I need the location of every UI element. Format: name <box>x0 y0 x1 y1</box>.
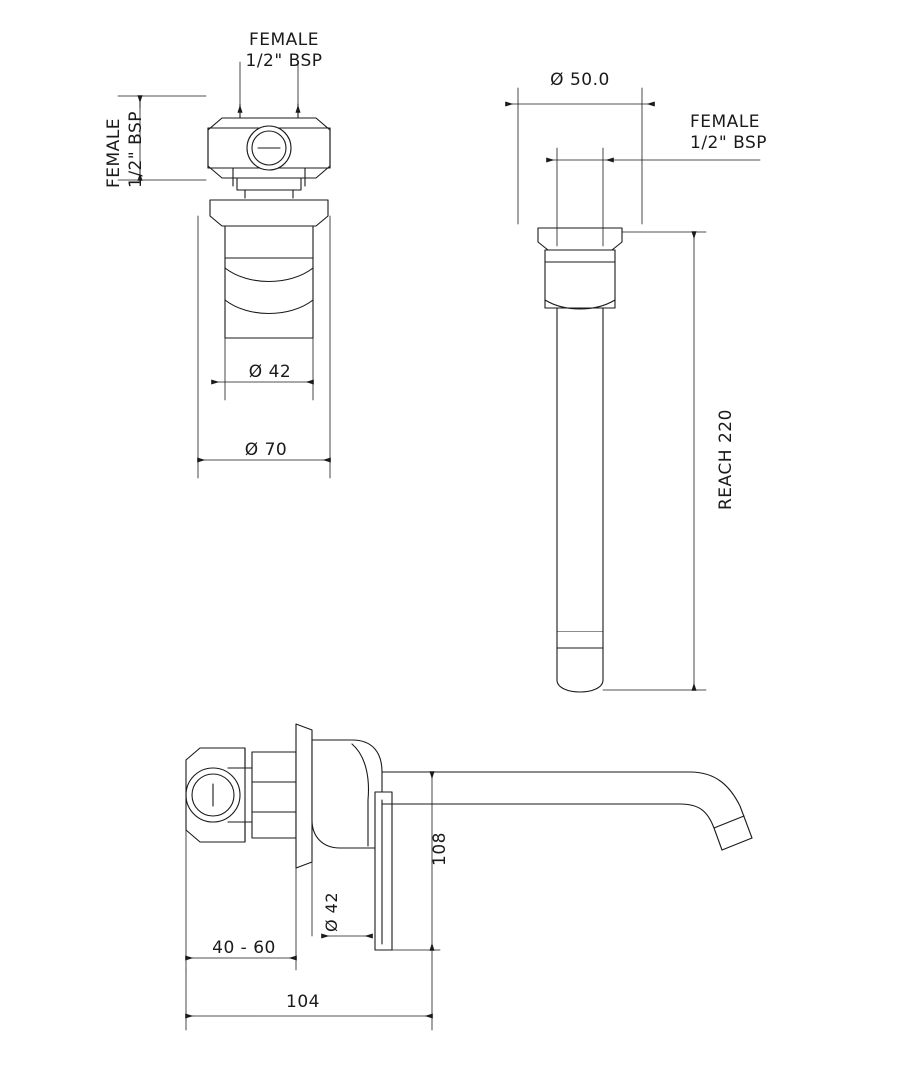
label-spout-thread-line2: 1/2" BSP <box>690 133 767 154</box>
dim-spout-flange-dia <box>506 88 654 224</box>
label-valve-top-thread <box>224 30 344 73</box>
label-valve-top-thread-line2: 1/2" BSP <box>245 51 323 72</box>
label-assembly-plate-dia: Ø 42 <box>322 891 341 932</box>
label-valve-body-dia: Ø 42 <box>248 362 292 382</box>
label-spout-reach: REACH 220 <box>716 409 736 510</box>
label-assembly-wall-depth: 40 - 60 <box>212 938 276 958</box>
label-assembly-total: 104 <box>286 992 320 1012</box>
label-spout-thread-line1: FEMALE <box>690 112 761 132</box>
view-spout <box>538 228 622 692</box>
dim-spout-reach <box>603 232 706 690</box>
label-spout-flange-dia: Ø 50.0 <box>550 70 610 90</box>
view-valve-body <box>208 104 330 338</box>
label-spout-thread <box>690 112 767 155</box>
label-valve-side-thread-line2: 1/2" BSP <box>126 111 146 188</box>
label-assembly-height: 108 <box>430 832 450 866</box>
dim-assembly-total <box>186 950 432 1030</box>
label-valve-top-thread-line1: FEMALE <box>248 30 320 50</box>
label-valve-side-thread-line1: FEMALE <box>104 117 124 188</box>
view-assembly <box>186 724 752 950</box>
label-valve-plate-dia: Ø 70 <box>244 440 288 460</box>
